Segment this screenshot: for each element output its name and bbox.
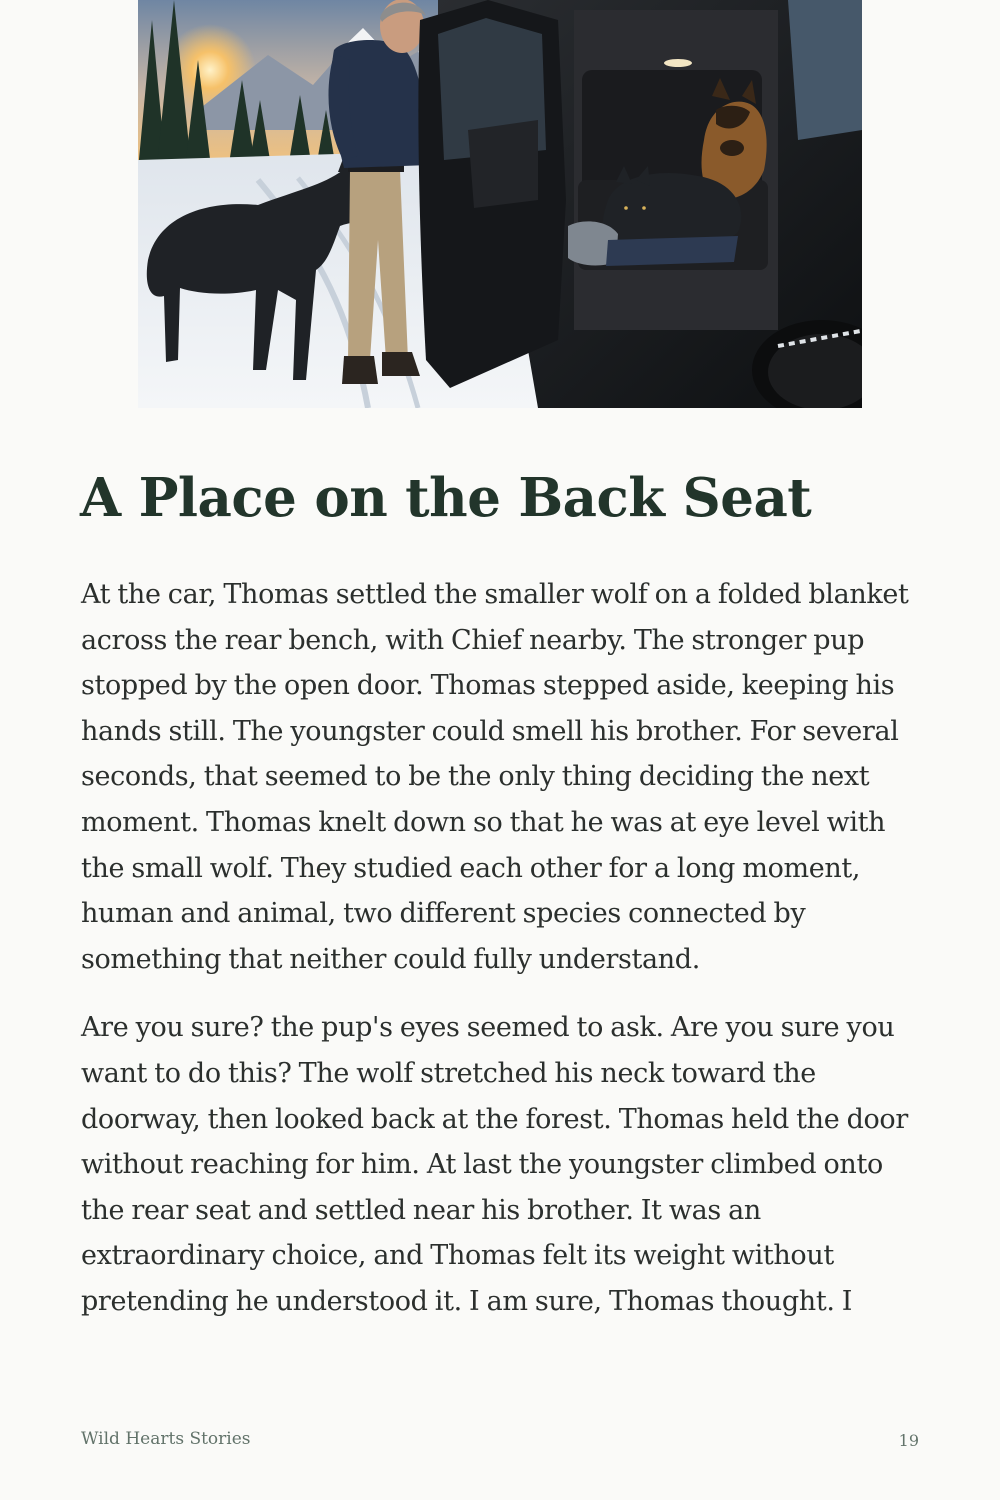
illustration-man-wolves-car-icon [138,0,862,408]
chapter-title: A Place on the Back Seat [80,467,812,529]
illustration [138,0,862,408]
story-body [81,572,926,1348]
story-paragraph: Are you sure? the pup's eyes seemed to ask. Are you sure you want to do this? The wolf stretched his neck toward the doorway, then looked back at the forest. Thomas held the door without reaching for him. At last the youngster climbed onto the rear seat and settled near his brother. It was an extraordinary choice, and Thomas felt its weight without pretending he understood it. I am sure, Thomas thought. I [81,1012,908,1317]
story-paragraph: At the car, Thomas settled the smaller wolf on a folded blanket across the rear bench, with Chief nearby. The stronger pup stopped by the open door. Thomas stepped aside, keeping his hands still. The youngster could smell his brother. For several seconds, that seemed to be the only thing deciding the next moment. Thomas knelt down so that he was at eye level with the small wolf. They studied each other for a long moment, human and animal, two different species connected by something that neither could fully understand. [81,579,909,975]
page-number: 19 [898,1431,919,1450]
footer-series-title: Wild Hearts Stories [81,1429,251,1449]
